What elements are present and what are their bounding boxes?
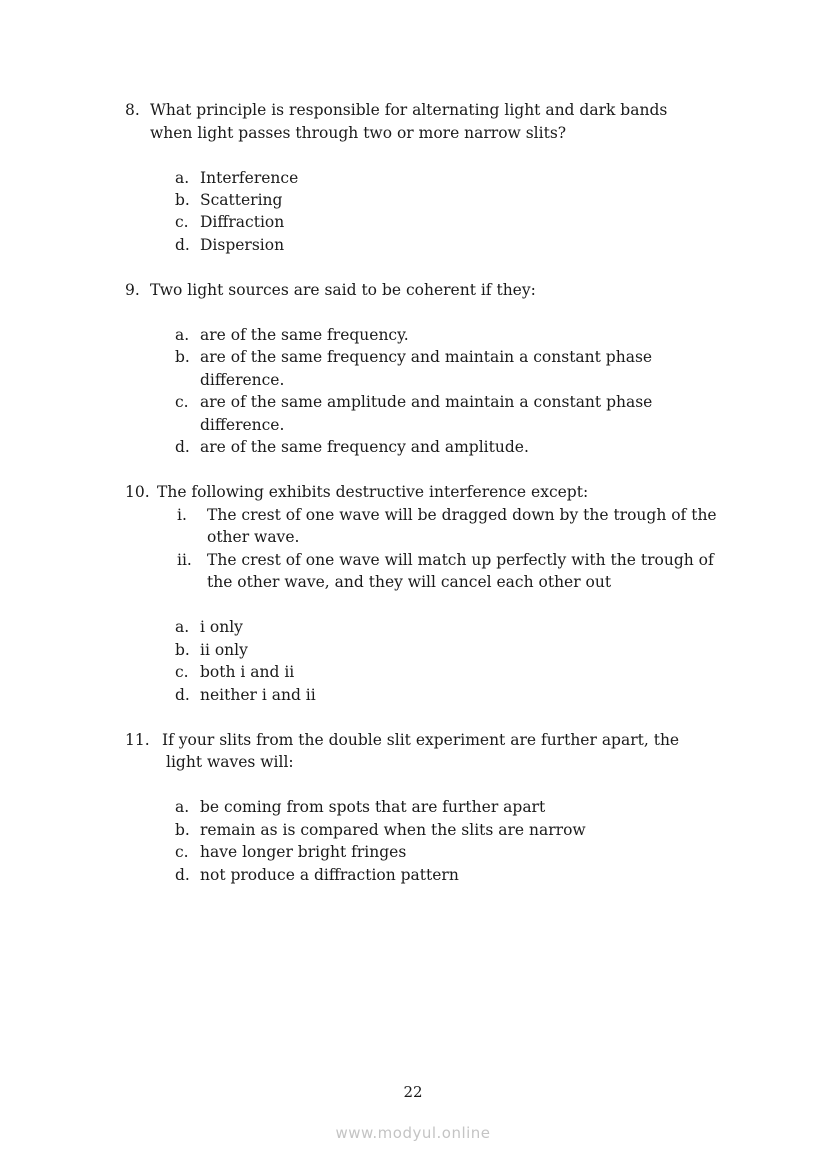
option-letter: b. xyxy=(175,348,190,366)
option-text: are of the same frequency and maintain a constant phase xyxy=(200,348,653,366)
option-letter: c. xyxy=(175,663,189,681)
option-text: Diffraction xyxy=(200,213,285,231)
option-letter: c. xyxy=(175,393,189,411)
option-letter: b. xyxy=(175,641,190,659)
option-letter: d. xyxy=(175,438,190,456)
option-text: Scattering xyxy=(200,191,283,209)
option-text-continued: difference. xyxy=(200,416,285,434)
option-letter: d. xyxy=(175,236,190,254)
option-letter: b. xyxy=(175,821,190,839)
statement-numeral: i. xyxy=(177,506,187,524)
statement-numeral: ii. xyxy=(177,551,192,569)
option-text: i only xyxy=(200,618,243,636)
option-text: remain as is compared when the slits are narrow xyxy=(200,821,586,839)
question-stem-line: The following exhibits destructive interference except: xyxy=(157,483,589,501)
watermark: www.modyul.online xyxy=(335,1124,491,1142)
option-letter: a. xyxy=(175,798,190,816)
statement-text: The crest of one wave will match up perfectly with the trough of xyxy=(207,551,714,569)
option-text: Dispersion xyxy=(200,236,285,254)
option-letter: d. xyxy=(175,866,190,884)
option-text: are of the same amplitude and maintain a constant phase xyxy=(200,393,653,411)
option-letter: d. xyxy=(175,686,190,704)
question-number: 11. xyxy=(125,731,150,749)
question-stem-line: when light passes through two or more narrow slits? xyxy=(150,124,567,142)
option-letter: a. xyxy=(175,169,190,187)
option-letter: c. xyxy=(175,843,189,861)
option-text: neither i and ii xyxy=(200,686,316,704)
option-text: Interference xyxy=(200,169,299,187)
option-text: be coming from spots that are further apart xyxy=(200,798,546,816)
question-stem-line: light waves will: xyxy=(166,753,294,771)
option-text: have longer bright fringes xyxy=(200,843,407,861)
option-text: are of the same frequency. xyxy=(200,326,409,344)
option-text: are of the same frequency and amplitude. xyxy=(200,438,529,456)
option-letter: a. xyxy=(175,618,190,636)
question-stem-line: If your slits from the double slit experiment are further apart, the xyxy=(162,731,680,749)
question-number: 10. xyxy=(125,483,150,501)
option-letter: b. xyxy=(175,191,190,209)
question-stem-line: Two light sources are said to be coherent if they: xyxy=(150,281,536,299)
option-text: both i and ii xyxy=(200,663,295,681)
question-number: 9. xyxy=(125,281,140,299)
option-text-continued: difference. xyxy=(200,371,285,389)
statement-text-continued: the other wave, and they will cancel each other out xyxy=(207,573,612,591)
question-stem-line: What principle is responsible for alternating light and dark bands xyxy=(150,101,668,119)
option-text: not produce a diffraction pattern xyxy=(200,866,459,884)
statement-text: The crest of one wave will be dragged down by the trough of the xyxy=(207,506,717,524)
option-letter: c. xyxy=(175,213,189,231)
question-number: 8. xyxy=(125,101,140,119)
option-letter: a. xyxy=(175,326,190,344)
page-number: 22 xyxy=(403,1083,423,1101)
option-text: ii only xyxy=(200,641,248,659)
statement-text-continued: other wave. xyxy=(207,528,300,546)
